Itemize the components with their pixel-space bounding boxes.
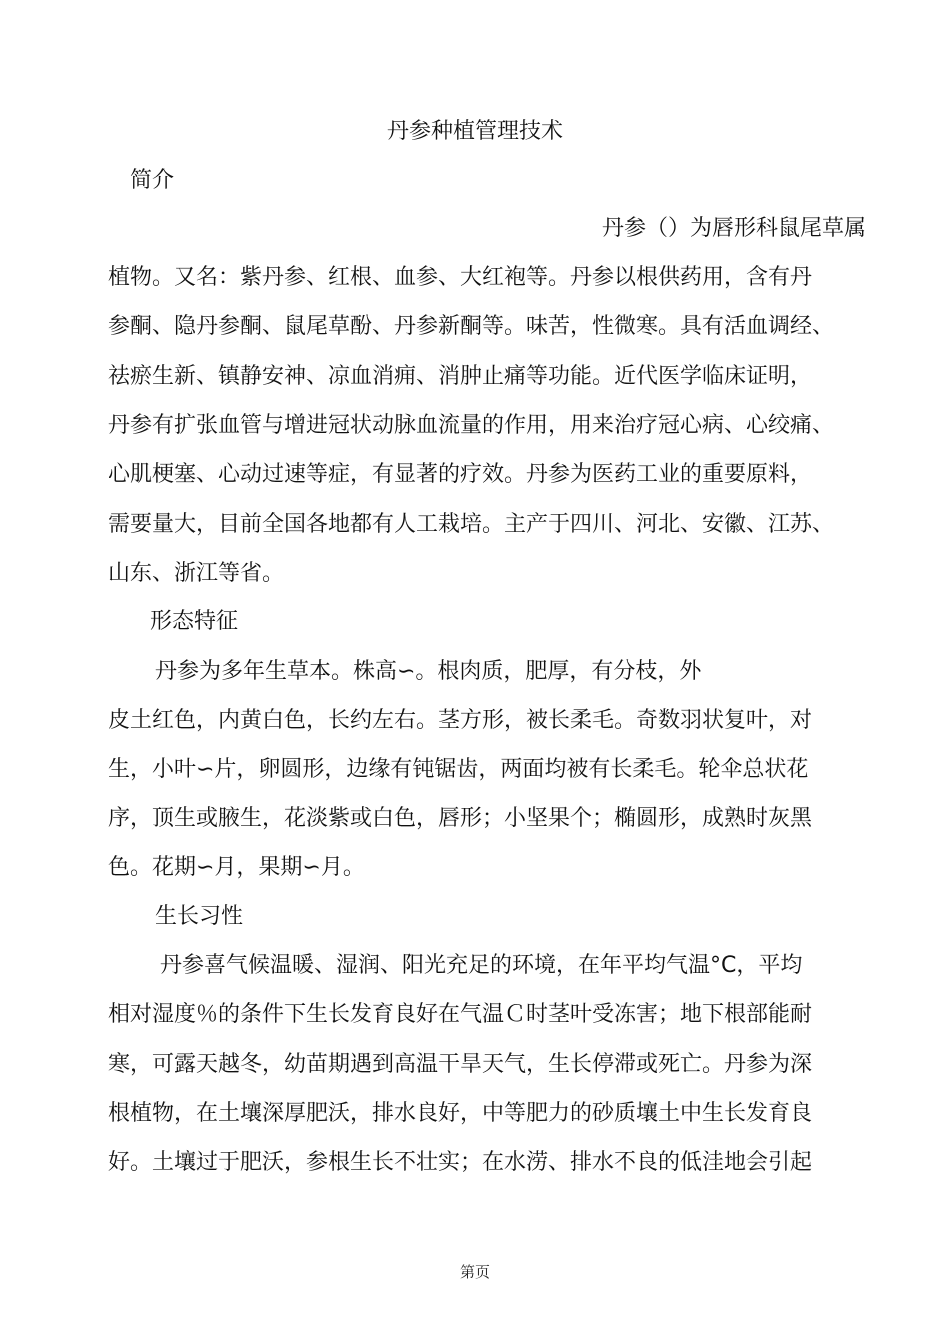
section-heading-intro: 简介 xyxy=(130,168,175,193)
paragraph-line: 丹参喜气候温暖、湿润、阳光充足的环境，在年平均气温°C，平均 xyxy=(160,953,803,978)
paragraph-line: 序，顶生或腋生，花淡紫或白色，唇形；小坚果个；椭圆形，成熟时灰黑 xyxy=(108,806,813,831)
paragraph-line: 色。花期∽月，果期∽月。 xyxy=(108,855,365,880)
paragraph-line: 好。土壤过于肥沃，参根生长不壮实；在水涝、排水不良的低洼地会引起 xyxy=(108,1150,813,1175)
paragraph-line: 心肌梗塞、心动过速等症，有显著的疗效。丹参为医药工业的重要原料， xyxy=(108,462,813,487)
section-heading-morphology: 形态特征 xyxy=(150,609,239,634)
paragraph-line: 丹参有扩张血管与增进冠状动脉血流量的作用，用来治疗冠心病、心绞痛、 xyxy=(108,413,835,438)
document-title: 丹参种植管理技术 xyxy=(386,119,563,144)
page-footer: 第页 xyxy=(459,1263,490,1281)
paragraph-line: 植物。又名：紫丹参、红根、血参、大红袍等。丹参以根供药用，含有丹 xyxy=(108,265,813,290)
paragraph-line: 祛瘀生新、镇静安神、凉血消痈、消肿止痛等功能。近代医学临床证明， xyxy=(108,364,813,389)
paragraph-line: 参酮、隐丹参酮、鼠尾草酚、丹参新酮等。味苦，性微寒。具有活血调经、 xyxy=(108,314,835,339)
paragraph-line: 寒，可露天越冬，幼苗期遇到高温干旱天气，生长停滞或死亡。丹参为深 xyxy=(108,1052,813,1077)
paragraph-line: 皮土红色，内黄白色，长约左右。茎方形，被长柔毛。奇数羽状复叶，对 xyxy=(108,708,813,733)
paragraph-line: 相对湿度％的条件下生长发育良好在气温Ｃ时茎叶受冻害；地下根部能耐 xyxy=(108,1002,813,1027)
paragraph-line: 丹参为多年生草本。株高∽。根肉质，肥厚，有分枝，外 xyxy=(155,659,702,684)
section-heading-habits: 生长习性 xyxy=(155,904,244,929)
paragraph-line: 山东、浙江等省。 xyxy=(108,561,285,586)
paragraph-line: 丹参（）为唇形科鼠尾草属 xyxy=(601,216,866,241)
paragraph-line: 根植物，在土壤深厚肥沃，排水良好，中等肥力的砂质壤土中生长发育良 xyxy=(108,1101,813,1126)
paragraph-line: 需要量大，目前全国各地都有人工栽培。主产于四川、河北、安徽、江苏、 xyxy=(108,512,835,537)
paragraph-line: 生，小叶∽片，卵圆形，边缘有钝锯齿，两面均被有长柔毛。轮伞总状花 xyxy=(108,757,809,782)
